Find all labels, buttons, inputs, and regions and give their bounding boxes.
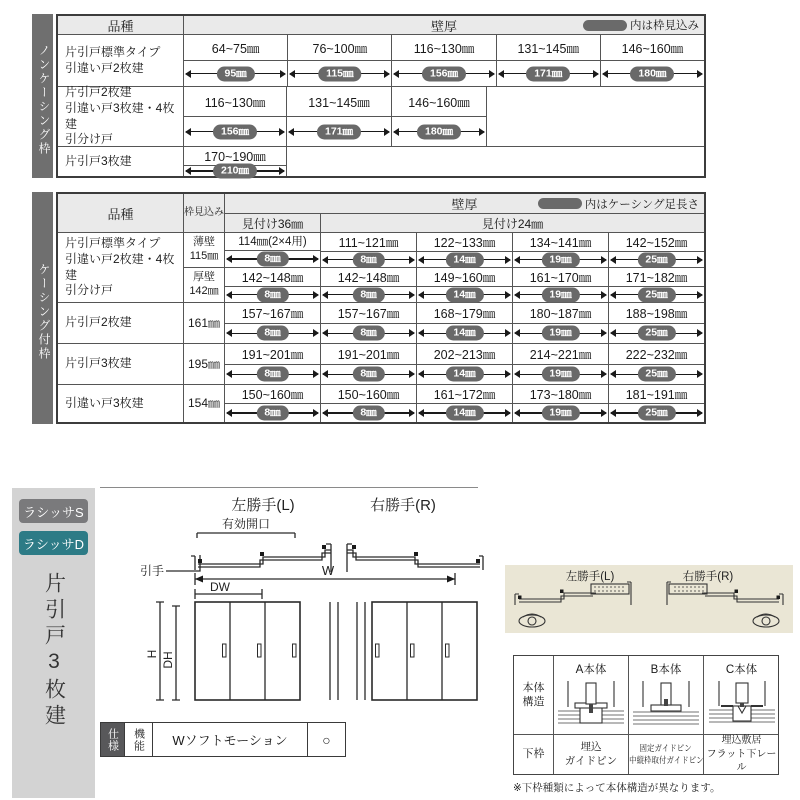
sill-header: 下枠 [514,735,554,774]
casing-leg-pill: 19㎜ [541,326,579,341]
wall-thickness-cell [609,303,704,343]
casing-leg-arrow [609,404,704,422]
casing-leg-arrow [417,287,512,302]
casing-leg-arrow [609,287,704,302]
handbox-diagrams [511,581,787,631]
casing-leg-pill: 25㎜ [637,406,675,421]
casing-leg-arrow [513,252,608,267]
hand-title-left: 左勝手(L) [231,497,295,514]
body-type-b-diagram [631,677,701,731]
wall-thickness-cell [184,87,287,146]
construction-note: ※下枠種類によって本体構造が異なります。 [513,782,721,794]
subrow-thick-wall [184,268,704,302]
section-divider [100,487,478,488]
casing-leg-arrow [609,324,704,344]
casing-leg-arrow [609,365,704,385]
wall-range: 180~187㎜ [513,303,608,324]
facing36-header: 見付け36㎜ [225,214,321,232]
casing-leg-arrow [321,365,416,385]
wall-range: 131~145㎜ [497,35,600,61]
wall-range: 150~160㎜ [225,385,320,404]
dimension-label-dh: DH [161,651,175,669]
legend-pill-icon [538,198,582,209]
wall-range: 142~152㎜ [609,233,704,252]
casing-leg-pill: 8㎜ [352,252,384,267]
wall-thickness-cell [417,385,513,422]
wall-thickness-cell [609,233,704,267]
wall-range: 173~180㎜ [513,385,608,404]
frame-depth-arrow [184,61,287,86]
wall-thickness-cell [497,35,601,86]
frame-depth-arrow [497,61,600,86]
body-type-c-cell: C本体 [704,656,779,734]
wall-thickness-cell [392,35,496,86]
wall-thickness-cell [321,233,417,267]
casing-leg-pill: 25㎜ [637,287,675,302]
frame-depth-cell: 厚壁 142㎜ [184,268,225,302]
product-type-cell: 片引戸3枚建 [58,344,184,384]
frame-depth-arrow [392,61,495,86]
wall-thickness-cell [321,303,417,343]
wall-thickness-cell [513,303,609,343]
casing-leg-pill: 25㎜ [637,326,675,341]
wall-range: 171~182㎜ [609,268,704,287]
product-type-cell: 片引戸標準タイプ 引違い戸2枚建 [58,35,184,86]
casing-leg-pill: 19㎜ [541,367,579,382]
legend-pill-icon [583,20,627,31]
wall-range: 222~232㎜ [609,344,704,365]
dimension-label-dw: DW [210,580,230,594]
construction-table [513,655,779,775]
casing-leg-arrow [513,404,608,422]
casing-leg-arrow [225,251,320,268]
handedness-box [505,565,793,633]
frame-depth-pill: 156㎜ [213,124,257,139]
kind-header: 品種 [58,194,184,232]
frame-depth-pill: 171㎜ [317,124,361,139]
dimension-label-effective-opening: 有効開口 [221,517,271,531]
table-row [58,35,704,87]
casing-leg-pill: 19㎜ [541,287,579,302]
wall-header-label: 壁厚 [430,18,457,34]
construction-header: 本体 構造 [514,656,554,734]
frame-depth-cell: 154㎜ [184,385,225,422]
casing-leg-arrow [609,252,704,267]
casing-table [32,192,706,424]
wall-range: 64~75㎜ [184,35,287,61]
frame-depth-pill: 180㎜ [630,66,674,81]
wall-range: 131~145㎜ [287,87,391,117]
wall-range: 146~160㎜ [392,87,486,117]
product-title: 片引戸3枚建 [42,572,66,730]
construction-row-sill [514,734,778,774]
noncasing-grid [56,14,706,178]
casing-leg-pill: 8㎜ [256,326,288,341]
wall-range: 161~172㎜ [417,385,512,404]
body-type-c-diagram [707,677,777,731]
frame-depth-cell: 161㎜ [184,303,225,343]
frame-depth-pill: 95㎜ [217,66,255,81]
casing-leg-pill: 14㎜ [445,367,483,382]
door-diagrams [100,514,495,714]
spec-availability-mark: ○ [322,731,331,748]
casing-leg-arrow [513,287,608,302]
wall-range: 161~170㎜ [513,268,608,287]
construction-row-body [514,656,778,734]
wall-header-label: 壁厚 [451,197,478,212]
empty-cell [287,147,704,176]
product-side-panel [12,488,95,798]
wall-thickness-cell [225,344,321,384]
facing24-header: 見付け24㎜ [481,216,544,231]
wall-thickness-cell [288,35,392,86]
casing-leg-arrow [513,365,608,385]
body-type-b-cell: B本体 [629,656,704,734]
body-type-a-diagram [556,677,626,731]
frame-depth-cell: 195㎜ [184,344,225,384]
wall-range: 116~130㎜ [184,87,286,117]
wall-thickness-cell [513,268,609,302]
mikomi-header: 枠見込み [184,194,225,232]
subrow-group [184,233,704,302]
wall-range: 142~148㎜ [225,268,320,287]
handbox-label-right: 右勝手(R) [682,571,734,583]
wall-thickness-cell [225,303,321,343]
sill-type-a-cell: 埋込 ガイドピン [554,735,629,774]
wall-thickness-cell [513,385,609,422]
frame-depth-arrow [184,117,286,146]
spec-item-header: 機能 [125,723,153,756]
wall-thickness-cell [225,268,321,302]
wall-thickness-cell [392,87,487,146]
dimension-label-pull: 引手 [139,564,165,578]
frame-depth-pill: 180㎜ [417,124,461,139]
product-type-cell: 片引戸2枚建 引違い戸3枚建・4枚建 引分け戸 [58,87,184,146]
casing-leg-arrow [417,404,512,422]
product-type-cell: 片引戸標準タイプ 引違い戸2枚建・4枚建 引分け戸 [58,233,184,302]
wall-thickness-cell [601,35,704,86]
spec-function-name: Wソフトモーション [153,723,308,756]
wall-header-group [225,194,704,232]
wall-range: 114㎜(2×4用) [225,233,320,251]
product-type-cell: 片引戸2枚建 [58,303,184,343]
wall-thickness-cell [609,268,704,302]
wall-range: 188~198㎜ [609,303,704,324]
dimension-label-w: W [321,563,335,578]
table-row [58,233,704,303]
casing-leg-pill: 14㎜ [445,287,483,302]
wall-range: 142~148㎜ [321,268,416,287]
frame-depth-pill: 115㎜ [318,66,361,81]
wall-range: 214~221㎜ [513,344,608,365]
table-row [58,303,704,344]
casing-leg-arrow [225,404,320,422]
viewer-eye-icon [519,614,545,627]
legend-note-text: 内は枠見込み [630,20,699,32]
table-row [58,344,704,385]
frame-depth-pill: 156㎜ [422,66,466,81]
casing-leg-arrow [417,365,512,385]
body-type-a-cell: A本体 [554,656,629,734]
casing-leg-pill: 8㎜ [256,251,288,266]
wall-range: 191~201㎜ [225,344,320,365]
table-header-row [58,16,704,35]
casing-leg-pill: 19㎜ [541,252,579,267]
legend-note [583,17,699,33]
wall-thickness-cell [609,344,704,384]
casing-leg-arrow [321,287,416,302]
frame-depth-arrow [288,61,391,86]
wall-thickness-cell [417,344,513,384]
wall-range: 76~100㎜ [288,35,391,61]
casing-leg-pill: 8㎜ [256,367,288,382]
wall-range: 149~160㎜ [417,268,512,287]
frame-depth-arrow [184,166,286,176]
casing-sidebar-label: ケーシング付枠 [32,192,53,424]
legend-note-text: 内はケーシング足長さ [584,198,699,211]
dimension-label-h: H [145,649,159,659]
wall-thickness-cell [287,87,392,146]
wall-thickness-cell [321,268,417,302]
casing-leg-arrow [225,365,320,385]
wall-range: 181~191㎜ [609,385,704,404]
wall-range: 150~160㎜ [321,385,416,404]
wall-thickness-cell [609,385,704,422]
casing-leg-pill: 8㎜ [352,326,384,341]
wall-thickness-cell [225,385,321,422]
table-row [58,87,704,147]
casing-leg-pill: 25㎜ [637,367,675,382]
wall-thickness-cell [513,344,609,384]
table-row [58,147,704,176]
spec-strip [100,722,346,757]
wall-thickness-cell [417,268,513,302]
handbox-label-left: 左勝手(L) [565,571,615,583]
casing-leg-arrow [417,324,512,344]
frame-depth-pill: 210㎜ [213,164,257,179]
casing-leg-pill: 8㎜ [256,287,288,302]
wall-thickness-cell [321,385,417,422]
casing-leg-pill: 14㎜ [445,406,483,421]
casing-leg-arrow [321,324,416,344]
subrow-thin-wall [184,233,704,268]
casing-leg-pill: 19㎜ [541,406,579,421]
wall-range: 170~190㎜ [184,147,286,166]
casing-leg-arrow [321,404,416,422]
casing-leg-arrow [513,324,608,344]
wall-range: 116~130㎜ [392,35,495,61]
wall-range: 134~141㎜ [513,233,608,252]
wall-range: 146~160㎜ [601,35,704,61]
casing-leg-pill: 8㎜ [352,367,384,382]
kind-header: 品種 [58,16,184,34]
casing-leg-pill: 14㎜ [445,326,483,341]
wall-range: 122~133㎜ [417,233,512,252]
casing-grid [56,192,706,424]
frame-depth-pill: 171㎜ [526,66,570,81]
noncasing-sidebar-label: ノンケーシング枠 [32,14,53,178]
wall-header [184,16,704,34]
facing-subheader-row [225,214,704,232]
wall-range: 191~201㎜ [321,344,416,365]
table-header-row [58,194,704,233]
frame-depth-arrow [601,61,704,86]
sill-type-b-cell: 固定ガイドピン 中縦枠取付ガイドピン [629,735,704,774]
noncasing-table [32,14,706,178]
sill-type-c-cell: 埋込敷居 フラット下レール [706,735,777,774]
wall-thickness-cell [184,35,288,86]
casing-leg-pill: 8㎜ [352,287,384,302]
wall-thickness-cell [321,344,417,384]
wall-range: 157~167㎜ [321,303,416,324]
wall-thickness-cell [417,303,513,343]
table-row [58,385,704,422]
product-type-cell: 片引戸3枚建 [58,147,184,176]
frame-depth-arrow [287,117,391,146]
frame-depth-arrow [392,117,486,146]
wall-range: 168~179㎜ [417,303,512,324]
wall-range: 111~121㎜ [321,233,416,252]
series-badge-lasissa-d: ラシッサD [19,531,88,555]
casing-leg-arrow [225,324,320,344]
frame-depth-cell: 薄壁 115㎜ [184,233,225,267]
casing-leg-pill: 14㎜ [445,252,483,267]
wall-thickness-cell [513,233,609,267]
casing-leg-pill: 25㎜ [637,252,675,267]
wall-thickness-cell [417,233,513,267]
series-badge-lasissa-s: ラシッサS [19,499,88,523]
casing-leg-arrow [321,252,416,267]
casing-leg-pill: 8㎜ [352,406,384,421]
legend-note [538,196,699,212]
wall-thickness-cell [184,147,287,176]
casing-leg-arrow [417,252,512,267]
wall-range: 202~213㎜ [417,344,512,365]
spec-group-header: 仕様 [101,723,125,756]
product-type-cell: 引違い戸3枚建 [58,385,184,422]
wall-header [225,194,704,214]
wall-thickness-cell [225,233,321,267]
casing-leg-arrow [225,287,320,302]
empty-cell [487,87,704,146]
casing-leg-pill: 8㎜ [256,406,288,421]
hand-title-right: 右勝手(R) [370,497,436,514]
wall-range: 157~167㎜ [225,303,320,324]
